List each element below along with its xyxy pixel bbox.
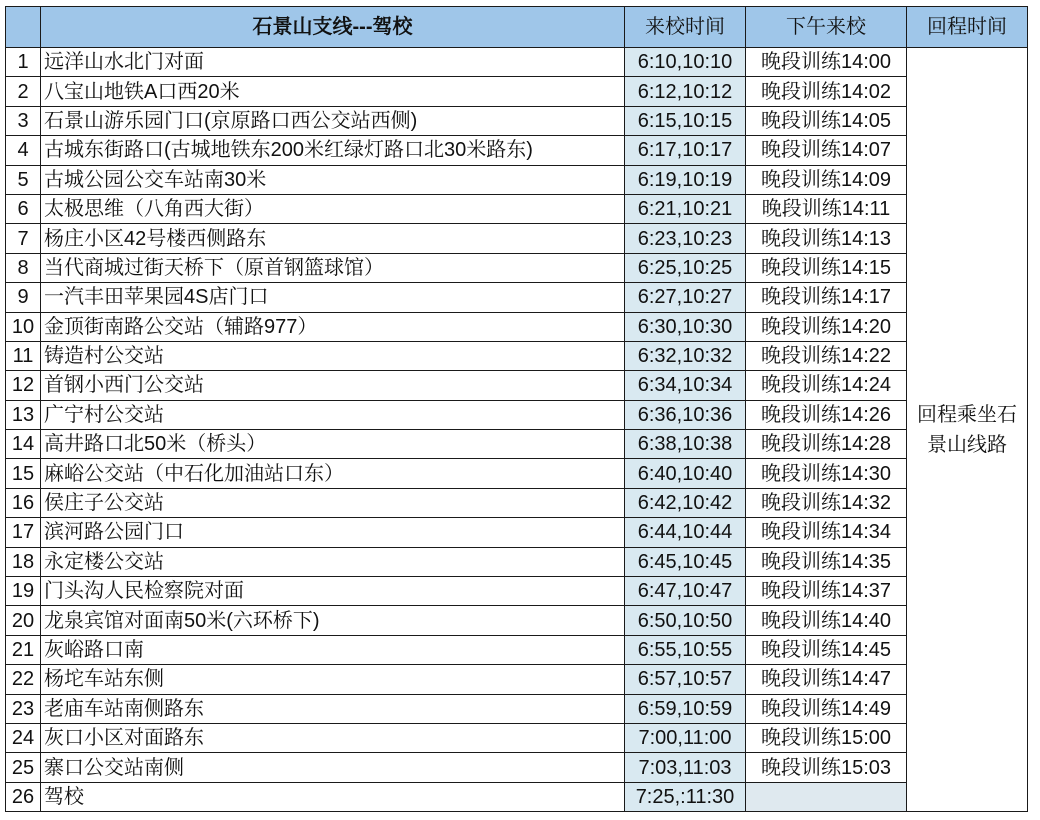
schedule-body <box>6 48 1028 812</box>
table-row <box>6 371 1028 400</box>
return-note: 回程乘坐石景山线路 <box>917 403 1017 456</box>
stop-name: 古城东街路口(古城地铁东200米红绿灯路口北30米路东) <box>41 136 625 165</box>
stop-name: 麻峪公交站（中石化加油站口东） <box>41 459 625 488</box>
row-number: 16 <box>6 488 41 517</box>
afternoon-time: 晚段训练14:26 <box>746 400 907 429</box>
arrival-time: 6:19,10:19 <box>625 165 746 194</box>
stop-name: 滨河路公园门口 <box>41 518 625 547</box>
afternoon-time: 晚段训练15:03 <box>746 753 907 782</box>
arrival-time: 6:25,10:25 <box>625 253 746 282</box>
arrival-time: 6:36,10:36 <box>625 400 746 429</box>
row-number: 14 <box>6 430 41 459</box>
arrival-time: 6:42,10:42 <box>625 488 746 517</box>
table-row <box>6 283 1028 312</box>
arrival-time: 6:10,10:10 <box>625 48 746 77</box>
stop-name: 寨口公交站南侧 <box>41 753 625 782</box>
arrival-time: 6:44,10:44 <box>625 518 746 547</box>
stop-name: 侯庄子公交站 <box>41 488 625 517</box>
stop-name: 首钢小西门公交站 <box>41 371 625 400</box>
afternoon-time: 晚段训练14:17 <box>746 283 907 312</box>
row-number: 10 <box>6 312 41 341</box>
row-number: 5 <box>6 165 41 194</box>
header-row <box>6 7 1028 48</box>
schedule-table <box>5 6 1028 812</box>
arrival-time: 6:59,10:59 <box>625 694 746 723</box>
table-row <box>6 694 1028 723</box>
header-number <box>6 7 41 48</box>
arrival-time: 6:57,10:57 <box>625 665 746 694</box>
afternoon-time: 晚段训练14:40 <box>746 606 907 635</box>
table-row <box>6 518 1028 547</box>
row-number: 2 <box>6 77 41 106</box>
afternoon-time: 晚段训练14:49 <box>746 694 907 723</box>
arrival-time: 6:12,10:12 <box>625 77 746 106</box>
row-number: 21 <box>6 635 41 664</box>
row-number: 15 <box>6 459 41 488</box>
afternoon-time: 晚段训练14:22 <box>746 341 907 370</box>
afternoon-time: 晚段训练14:05 <box>746 106 907 135</box>
afternoon-time: 晚段训练14:09 <box>746 165 907 194</box>
table-row <box>6 488 1028 517</box>
row-number: 25 <box>6 753 41 782</box>
row-number: 17 <box>6 518 41 547</box>
arrival-time: 6:17,10:17 <box>625 136 746 165</box>
arrival-time: 6:15,10:15 <box>625 106 746 135</box>
row-number: 1 <box>6 48 41 77</box>
row-number: 24 <box>6 723 41 752</box>
table-row <box>6 253 1028 282</box>
table-row <box>6 723 1028 752</box>
stop-name: 灰口小区对面路东 <box>41 723 625 752</box>
stop-name: 永定楼公交站 <box>41 547 625 576</box>
stop-name: 杨坨车站东侧 <box>41 665 625 694</box>
row-number: 8 <box>6 253 41 282</box>
row-number: 6 <box>6 194 41 223</box>
stop-name: 龙泉宾馆对面南50米(六环桥下) <box>41 606 625 635</box>
arrival-time: 6:21,10:21 <box>625 194 746 223</box>
table-row <box>6 106 1028 135</box>
arrival-time: 6:34,10:34 <box>625 371 746 400</box>
afternoon-time: 晚段训练14:47 <box>746 665 907 694</box>
afternoon-time: 晚段训练14:07 <box>746 136 907 165</box>
table-row <box>6 577 1028 606</box>
stop-name: 老庙车站南侧路东 <box>41 694 625 723</box>
table-row <box>6 459 1028 488</box>
row-number: 20 <box>6 606 41 635</box>
afternoon-time: 晚段训练14:28 <box>746 430 907 459</box>
stop-name: 古城公园公交车站南30米 <box>41 165 625 194</box>
afternoon-time: 晚段训练15:00 <box>746 723 907 752</box>
afternoon-time: 晚段训练14:37 <box>746 577 907 606</box>
afternoon-time: 晚段训练14:15 <box>746 253 907 282</box>
arrival-time: 6:50,10:50 <box>625 606 746 635</box>
table-row <box>6 547 1028 576</box>
table-row <box>6 194 1028 223</box>
stop-name: 铸造村公交站 <box>41 341 625 370</box>
row-number: 9 <box>6 283 41 312</box>
arrival-time: 6:27,10:27 <box>625 283 746 312</box>
table-row <box>6 606 1028 635</box>
row-number: 11 <box>6 341 41 370</box>
stop-name: 金顶街南路公交站（辅路977） <box>41 312 625 341</box>
table-row <box>6 782 1028 811</box>
stop-name: 八宝山地铁A口西20米 <box>41 77 625 106</box>
stop-name: 远洋山水北门对面 <box>41 48 625 77</box>
afternoon-time: 晚段训练14:02 <box>746 77 907 106</box>
row-number: 19 <box>6 577 41 606</box>
stop-name: 太极思维（八角西大街） <box>41 194 625 223</box>
stop-name: 石景山游乐园门口(京原路口西公交站西侧) <box>41 106 625 135</box>
row-number: 7 <box>6 224 41 253</box>
afternoon-time: 晚段训练14:11 <box>746 194 907 223</box>
header-afternoon-time: 下午来校 <box>746 7 907 48</box>
arrival-time: 7:03,11:03 <box>625 753 746 782</box>
afternoon-time: 晚段训练14:20 <box>746 312 907 341</box>
header-return-time: 回程时间 <box>907 7 1028 48</box>
afternoon-time: 晚段训练14:00 <box>746 48 907 77</box>
row-number: 23 <box>6 694 41 723</box>
arrival-time: 7:00,11:00 <box>625 723 746 752</box>
stop-name: 当代商城过街天桥下（原首钢篮球馆） <box>41 253 625 282</box>
row-number: 3 <box>6 106 41 135</box>
afternoon-time <box>746 782 907 811</box>
table-row <box>6 430 1028 459</box>
table-row <box>6 665 1028 694</box>
afternoon-time: 晚段训练14:13 <box>746 224 907 253</box>
row-number: 4 <box>6 136 41 165</box>
row-number: 18 <box>6 547 41 576</box>
stop-name: 一汽丰田苹果园4S店门口 <box>41 283 625 312</box>
arrival-time: 7:25,:11:30 <box>625 782 746 811</box>
stop-name: 驾校 <box>41 782 625 811</box>
table-row <box>6 48 1028 77</box>
arrival-time: 6:47,10:47 <box>625 577 746 606</box>
arrival-time: 6:23,10:23 <box>625 224 746 253</box>
stop-name: 广宁村公交站 <box>41 400 625 429</box>
arrival-time: 6:55,10:55 <box>625 635 746 664</box>
row-number: 12 <box>6 371 41 400</box>
stop-name: 门头沟人民检察院对面 <box>41 577 625 606</box>
table-row <box>6 77 1028 106</box>
row-number: 26 <box>6 782 41 811</box>
stop-name: 高井路口北50米（桥头） <box>41 430 625 459</box>
arrival-time: 6:40,10:40 <box>625 459 746 488</box>
afternoon-time: 晚段训练14:30 <box>746 459 907 488</box>
table-row <box>6 400 1028 429</box>
arrival-time: 6:32,10:32 <box>625 341 746 370</box>
table-row <box>6 341 1028 370</box>
afternoon-time: 晚段训练14:24 <box>746 371 907 400</box>
arrival-time: 6:30,10:30 <box>625 312 746 341</box>
afternoon-time: 晚段训练14:35 <box>746 547 907 576</box>
return-note-cell <box>907 48 1028 812</box>
afternoon-time: 晚段训练14:32 <box>746 488 907 517</box>
afternoon-time: 晚段训练14:45 <box>746 635 907 664</box>
header-arrival-time: 来校时间 <box>625 7 746 48</box>
table-row <box>6 165 1028 194</box>
table-row <box>6 136 1028 165</box>
stop-name: 灰峪路口南 <box>41 635 625 664</box>
table-row <box>6 312 1028 341</box>
afternoon-time: 晚段训练14:34 <box>746 518 907 547</box>
row-number: 22 <box>6 665 41 694</box>
header-route-title: 石景山支线---驾校 <box>41 7 625 48</box>
table-row <box>6 224 1028 253</box>
table-row <box>6 753 1028 782</box>
table-row <box>6 635 1028 664</box>
row-number: 13 <box>6 400 41 429</box>
stop-name: 杨庄小区42号楼西侧路东 <box>41 224 625 253</box>
arrival-time: 6:45,10:45 <box>625 547 746 576</box>
arrival-time: 6:38,10:38 <box>625 430 746 459</box>
